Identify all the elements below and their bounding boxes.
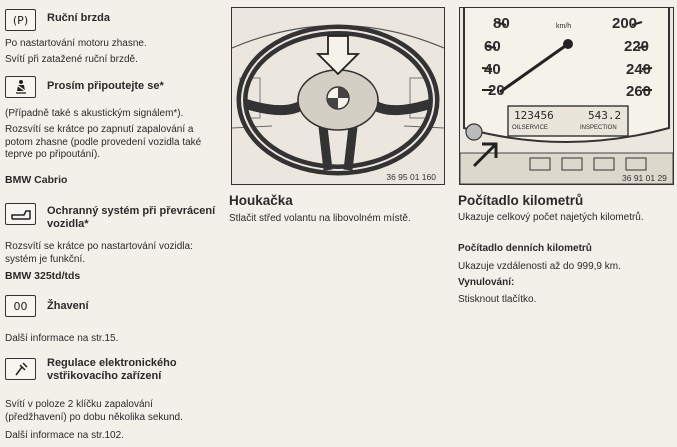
trip-reading: 543.2 (588, 109, 622, 122)
seatbelt-title: Prosím připoutejte se* (47, 80, 164, 92)
parking-brake-icon: (P) (5, 9, 36, 31)
injection-text-1: Svítí v poloze 2 klíčku zapalování (předžhavení) po dobu několika sekund. (5, 399, 183, 423)
trip-heading: Počítadlo denních kilometrů (458, 243, 592, 254)
injection-text-2: Další informace na str.102. (5, 430, 124, 441)
gauge-tick-80: 80 (493, 15, 510, 32)
gauge-unit: km/h (556, 23, 572, 30)
steering-wheel-figure (231, 7, 445, 185)
oilservice-label: OILSERVICE (512, 125, 548, 131)
seatbelt-person-icon (11, 79, 31, 95)
steering-wheel-illustration (232, 8, 444, 184)
rollover-title: Ochranný systém při převrácení vozidla* (47, 205, 216, 230)
rollbar-icon (10, 207, 32, 221)
steering-wheel-figure-number: 36 95 01 160 (386, 172, 436, 182)
reset-text: Stisknout tlačítko. (458, 294, 537, 305)
inspection-label: INSPECTION (580, 125, 617, 131)
speedometer-figure-number: 36 91 01 29 (622, 173, 667, 183)
cabrio-heading: BMW Cabrio (5, 174, 68, 186)
odometer-text: Ukazuje celkový počet najetých kilometrů. (458, 212, 644, 223)
gauge-tick-200: 200 (612, 15, 638, 32)
seatbelt-text-1: (Případně také s akustickým signálem*). (5, 108, 184, 119)
injection-title: Regulace elektronického vstřikovacího zařízení (47, 357, 177, 382)
gauge-tick-260: 260 (626, 83, 652, 100)
glow-plug-icon: 00 (5, 295, 36, 317)
speedometer-figure (459, 7, 674, 185)
parking-brake-title: Ruční brzda (47, 12, 110, 24)
trip-text: Ukazuje vzdálenosti až do 999,9 km. (458, 261, 621, 272)
horn-text: Stlačit střed volantu na libovolném místě. (229, 213, 411, 224)
gauge-tick-60: 60 (484, 38, 501, 55)
seatbelt-icon (5, 76, 36, 98)
seatbelt-text-2: Rozsvítí se krátce po zapnutí zapalování a potom zhasne (podle provedení vozidla také teprve po připoutání). (5, 124, 202, 160)
gauge-tick-20: 20 (488, 82, 505, 99)
gauge-tick-40: 40 (484, 61, 501, 78)
glow-text: Další informace na str.15. (5, 333, 119, 344)
injection-icon (5, 358, 36, 380)
parking-brake-text-2: Svítí při zatažené ruční brzdě. (5, 54, 138, 65)
odometer-reading: 123456 (514, 109, 554, 122)
odometer-heading: Počítadlo kilometrů (458, 193, 584, 208)
reset-heading: Vynulování: (458, 277, 515, 288)
gauge-tick-220: 220 (624, 38, 650, 55)
gauge-tick-240: 240 (626, 61, 652, 78)
rollover-text: Rozsvítí se krátce po nastartování vozidla: systém je funkční. (5, 241, 193, 265)
glow-title: Žhavení (47, 300, 89, 312)
rollover-icon (5, 203, 36, 225)
parking-brake-text-1: Po nastartování motoru zhasne. (5, 38, 147, 49)
horn-heading: Houkačka (229, 193, 293, 208)
injector-icon (13, 361, 29, 377)
diesel-heading: BMW 325td/tds (5, 270, 81, 282)
